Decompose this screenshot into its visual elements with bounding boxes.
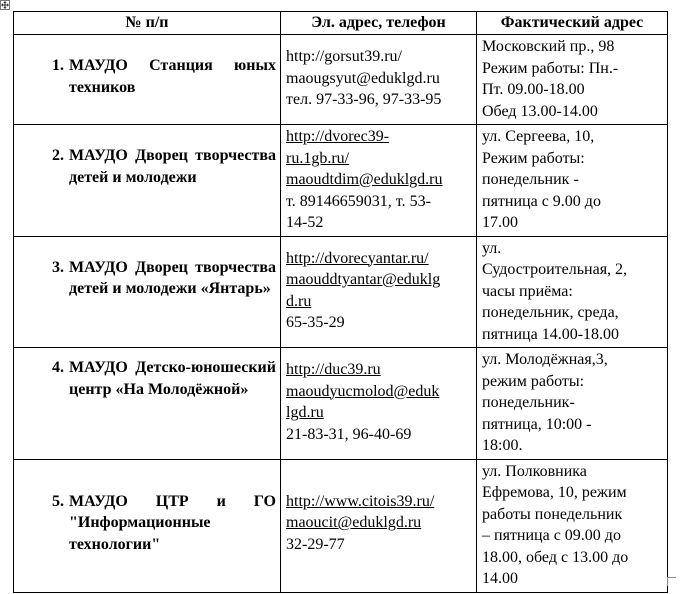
address-cell: Московский пр., 98 Режим работы: Пн.- Пт. 09.00-18.00 Обед 13.00-14.00 [477,35,668,125]
phone-text-cont: 14-52 [286,214,324,231]
table-move-handle-icon[interactable] [0,0,10,10]
email-text: maougsyut@eduklgd.ru [286,69,440,87]
table-row [14,125,668,237]
phone-text: 32-29-77 [286,535,345,553]
phone-text: т. 89146659031, т. 53- [286,192,431,210]
table-row [14,348,668,460]
contacts-cell [281,125,477,237]
phone-text: 65-35-29 [286,314,345,331]
contacts-cell [281,459,477,592]
contacts-cell [281,236,477,348]
institutions-table [13,11,668,593]
phone-text: 21-83-31, 96-40-69 [286,425,412,443]
contacts-cell [281,35,477,125]
row-number: 3. [52,258,64,276]
institution-cell [14,35,281,125]
institution-cell [14,125,281,237]
table-row [14,459,668,592]
header-address: Фактический адрес [477,12,668,35]
header-contacts: Эл. адрес, телефон [281,12,477,35]
address-cell: ул. Сергеева, 10, Режим работы: понедельник - пятница с 9.00 до 17.00 [477,125,668,237]
institution-name: МАУДО Станция юных техников [69,57,276,96]
institution-cell [14,459,281,592]
row-number: 5. [52,492,64,510]
email-link[interactable]: maouddtyantar@eduklg [286,271,441,288]
table-header-row [14,12,668,35]
website-link[interactable]: http://dvorec39- [286,128,390,145]
address-cell: ул. Молодёжная,3, режим работы: понедельник- пятница, 10:00 - 18:00. [477,348,668,460]
website-link[interactable]: http://www.citois39.ru/ [286,492,435,510]
website-link[interactable]: http://dvorecyantar.ru/ [286,249,429,267]
institution-cell [14,236,281,348]
website-link[interactable]: http://duc39.ru [286,361,381,378]
table-row [14,35,668,125]
website-link[interactable]: http://gorsut39.ru/ [286,48,402,65]
table-resize-handle-icon[interactable] [667,577,676,586]
institution-name: МАУДО Дворец творчества детей и молодежи [69,147,276,186]
contacts-cell [281,348,477,460]
phone-text: тел. 97-33-96, 97-33-95 [286,91,442,108]
email-link-cont[interactable]: d.ru [286,292,312,310]
institution-name: МАУДО Дворец творчества детей и молодежи «Янтарь» [69,258,276,297]
email-link[interactable]: maoucit@eduklgd.ru [286,514,422,531]
address-cell: ул. Судостроительная, 2, часы приёма: понедельник, среда, пятница 14.00-18.00 [477,236,668,348]
address-cell: ул. Полковника Ефремова, 10, режим работы понедельник – пятница с 09.00 до 18.00, обед с 13.00 до 14.00 [477,459,668,592]
row-number: 1. [52,57,64,74]
institution-name: МАУДО ЦТР и ГО "Информационные технологии" [69,492,276,553]
institution-cell [14,348,281,460]
row-number: 4. [52,359,64,376]
institution-name: МАУДО Детско-юношеский центр «На Молодёжной» [69,359,276,398]
website-link-cont[interactable]: ru.1gb.ru/ [286,149,350,167]
email-link[interactable]: maoudtdim@eduklgd.ru [286,171,443,188]
header-number: № п/п [14,12,281,35]
email-link-cont[interactable]: lgd.ru [286,404,324,421]
email-link[interactable]: maoudyucmolod@eduk [286,382,440,400]
table-row [14,236,668,348]
row-number: 2. [52,147,64,164]
